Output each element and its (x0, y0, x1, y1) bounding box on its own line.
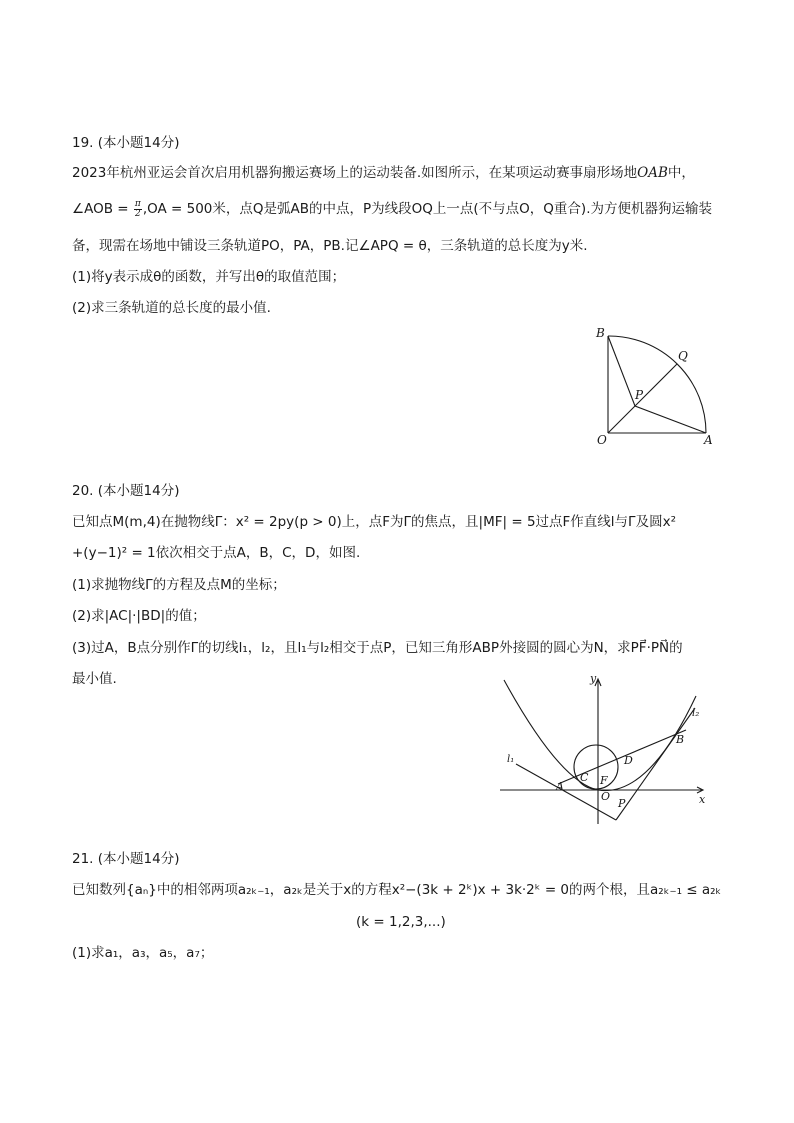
segment-PB (608, 336, 635, 406)
q20-parabola-figure (500, 672, 725, 832)
q21-header: 21. (本小题14分) (72, 851, 180, 867)
label-B: B (596, 326, 605, 340)
q21-line2: (k = 1,2,3,...) (356, 914, 446, 930)
q19-sector-figure (590, 320, 730, 450)
label-O: O (597, 433, 607, 447)
q19-line2: ∠AOB = $\frac{\pi}{2}$ ,OA = 500米，点Q是弧AB的中点，P为线段OQ上一点(不与点O，Q重合).为方便机器狗运输装 (72, 198, 712, 219)
q19-line3: 备，现需在场地中铺设三条轨道PO，PA，PB.记∠APQ = θ，三条轨道的总长度为y米. (72, 238, 588, 254)
q20-part3: (3)过A，B点分别作Γ的切线l₁，l₂，且l₁与l₂相交于点P，已知三角形ABP外接圆的圆心为N，求PF⃗·PN⃗的 (72, 640, 683, 656)
q20-part3-cont: 最小值. (72, 671, 117, 687)
q19-part2: (2)求三条轨道的总长度的最小值. (72, 300, 271, 316)
label-A: A (704, 433, 713, 447)
label-P: P (618, 797, 626, 810)
q20-header: 20. (本小题14分) (72, 483, 180, 499)
q21-line1: 已知数列{aₙ}中的相邻两项a₂ₖ₋₁，a₂ₖ是关于x的方程x²−(3k + 2ᵏ)x + 3k·2ᵏ = 0的两个根，且a₂ₖ₋₁ ≤ a₂ₖ (72, 882, 722, 898)
q20-line2: +(y−1)² = 1依次相交于点A，B，C，D，如图. (72, 545, 361, 561)
line-l (558, 730, 686, 784)
q20-part1: (1)求抛物线Γ的方程及点M的坐标； (72, 577, 286, 593)
q19-part1: (1)将y表示成θ的函数，并写出θ的取值范围； (72, 269, 346, 285)
q21-part1: (1)求a₁，a₃，a₅，a₇； (72, 945, 214, 961)
label-D: D (624, 754, 633, 767)
q19-line1: 2023年杭州亚运会首次启用机器狗搬运赛场上的运动装备.如图所示，在某项运动赛事扇形场地OAB中， (72, 165, 695, 181)
q20-line1: 已知点M(m,4)在抛物线Γ：x² = 2py(p > 0)上，点F为Γ的焦点，且|MF| = 5过点F作直线l与Γ及圆x² (72, 514, 676, 530)
label-O: O (601, 790, 611, 803)
label-Q: Q (678, 349, 688, 363)
label-P: P (635, 388, 644, 402)
label-B: B (676, 733, 685, 746)
label-F: F (600, 774, 608, 787)
label-y: y (590, 672, 597, 685)
pi-over-2-fraction: $\frac{\pi}{2}$ (134, 198, 141, 219)
q19-header: 19. (本小题14分) (72, 135, 180, 151)
label-l2: l₂ (692, 708, 700, 719)
label-x: x (699, 793, 706, 806)
label-A: A (556, 780, 564, 793)
segment-PA (635, 406, 706, 433)
q20-part2: (2)求|AC|·|BD|的值； (72, 608, 206, 624)
label-l1: l₁ (507, 754, 515, 765)
label-C: C (580, 771, 589, 784)
